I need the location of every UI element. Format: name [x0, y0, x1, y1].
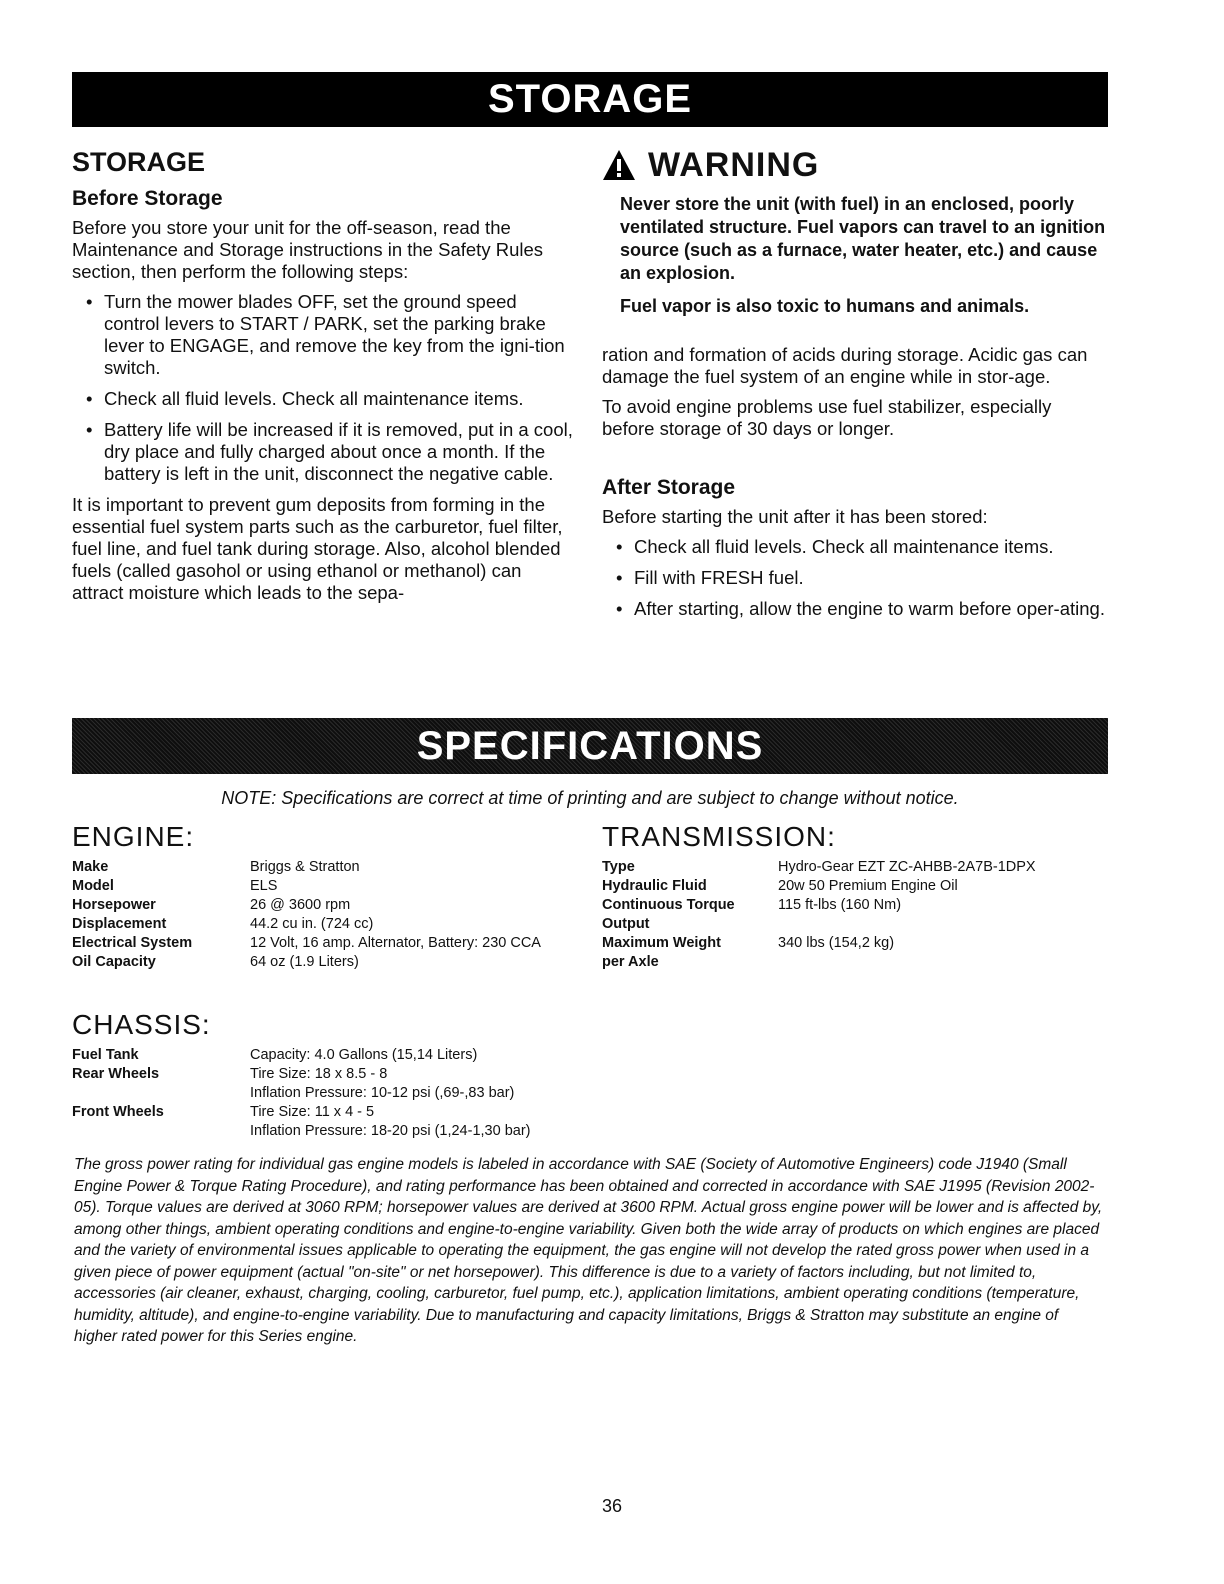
- spec-label: Displacement: [72, 916, 167, 932]
- spec-label: Maximum Weight: [602, 935, 721, 951]
- specifications-note: NOTE: Specifications are correct at time of printing and are subject to change without notice.: [221, 788, 959, 808]
- list-item-text: Turn the mower blades OFF, set the ground speed control levers to START / PARK, set the parking brake lever to ENGAGE, and remove the key from the igni-tion switch.: [104, 291, 565, 378]
- list-item: [86, 419, 577, 485]
- spec-label: per Axle: [602, 954, 659, 970]
- spec-value: 340 lbs (154,2 kg): [778, 935, 895, 951]
- table-row: [602, 896, 1036, 915]
- spec-label: Model: [72, 878, 114, 894]
- storage-continued-paragraph: ration and formation of acids during storage. Acidic gas can damage the fuel system of an engine while in stor-age.: [602, 344, 1088, 387]
- spec-label: Rear Wheels: [72, 1066, 160, 1082]
- chassis-title: CHASSIS:: [72, 1009, 211, 1040]
- table-row: [602, 953, 1036, 972]
- warning-title: WARNING: [648, 145, 820, 184]
- list-item-text: Fill with FRESH fuel.: [634, 567, 804, 588]
- table-row: [72, 1046, 530, 1065]
- spec-value: 115 ft-lbs (160 Nm): [778, 897, 902, 913]
- spec-value: 64 oz (1.9 Liters): [250, 954, 359, 970]
- table-row: [72, 1122, 530, 1141]
- spec-label: Fuel Tank: [72, 1047, 139, 1063]
- spec-value: [778, 915, 1036, 934]
- page-number: 36: [601, 1496, 623, 1516]
- after-storage-heading: After Storage: [602, 476, 736, 499]
- after-storage-list: [602, 536, 1107, 620]
- spec-value: Capacity: 4.0 Gallons (15,14 Liters): [250, 1047, 478, 1063]
- spec-label: Electrical System: [72, 935, 193, 951]
- table-row: [72, 934, 541, 953]
- storage-right-column: [602, 145, 1107, 629]
- storage-banner: [72, 72, 1108, 127]
- spec-label: [72, 1122, 250, 1141]
- table-row: [72, 915, 541, 934]
- engine-table: [72, 858, 541, 972]
- storage-banner-title: STORAGE: [487, 77, 693, 121]
- chassis-specs: [72, 1008, 530, 1141]
- spec-value: 20w 50 Premium Engine Oil: [778, 878, 958, 894]
- list-item-text: Check all fluid levels. Check all maintenance items.: [104, 388, 524, 409]
- list-item: [86, 388, 577, 410]
- spec-label: Output: [602, 916, 650, 932]
- table-row: [72, 858, 541, 877]
- warning-toxic-text: Fuel vapor is also toxic to humans and animals.: [620, 296, 1030, 316]
- list-item: [616, 598, 1107, 620]
- bullet-icon: •: [86, 419, 93, 440]
- spec-value: Inflation Pressure: 18-20 psi (1,24-1,30 bar): [250, 1123, 531, 1139]
- spec-value: [778, 953, 1036, 972]
- table-row: [602, 934, 1036, 953]
- spec-value: ELS: [250, 878, 278, 894]
- spec-label: Continuous Torque: [602, 897, 735, 913]
- table-row: [72, 877, 541, 896]
- spec-value: 44.2 cu in. (724 cc): [250, 916, 374, 932]
- engine-specs: [72, 820, 541, 972]
- specifications-banner: [72, 718, 1108, 774]
- spec-value: Briggs & Stratton: [250, 859, 360, 875]
- spec-value: Hydro-Gear EZT ZC-AHBB-2A7B-1DPX: [778, 859, 1036, 875]
- list-item-text: Battery life will be increased if it is removed, put in a cool, dry place and fully charged about once a month. If the battery is left in the unit, disconnect the negative cable.: [104, 419, 573, 484]
- after-storage-intro: Before starting the unit after it has been stored:: [602, 506, 988, 527]
- spec-value: 26 @ 3600 rpm: [250, 897, 351, 913]
- spec-label: Horsepower: [72, 897, 156, 913]
- bullet-icon: •: [616, 598, 623, 619]
- warning-triangle-icon: [602, 148, 636, 182]
- list-item: [86, 291, 577, 379]
- list-item-text: After starting, allow the engine to warm before oper-ating.: [634, 598, 1105, 619]
- spec-label: Hydraulic Fluid: [602, 878, 707, 894]
- table-row: [72, 1084, 530, 1103]
- storage-section-title: STORAGE: [72, 147, 206, 177]
- table-row: [72, 896, 541, 915]
- spec-value: 12 Volt, 16 amp. Alternator, Battery: 230 CCA: [250, 935, 541, 951]
- table-row: [602, 915, 1036, 934]
- table-row: [602, 877, 1036, 896]
- transmission-title: TRANSMISSION:: [602, 821, 836, 852]
- spec-value: Tire Size: 18 x 8.5 - 8: [250, 1066, 388, 1082]
- table-row: [72, 1065, 530, 1084]
- spec-label: Front Wheels: [72, 1104, 164, 1120]
- bullet-icon: •: [616, 567, 623, 588]
- spec-label: Oil Capacity: [72, 954, 156, 970]
- bullet-icon: •: [616, 536, 623, 557]
- list-item-text: Check all fluid levels. Check all maintenance items.: [634, 536, 1054, 557]
- before-storage-intro: Before you store your unit for the off-season, read the Maintenance and Storage instructions in the Safety Rules section, then perform the following steps:: [72, 217, 544, 282]
- table-row: [72, 953, 541, 972]
- power-rating-disclaimer: The gross power rating for individual gas engine models is labeled in accordance with SAE (Society of Automotive Engineers) code J1940 (Small Engine Power & Torque Rating Procedure), and rating performance has been obtained and corrected in accordance with SAE J1995 (Revision 2002-05). Torque values are derived at 3060 RPM; horsepower values are derived at 3600 RPM. Actual gross engine power will be lower and is affected by, among other things, ambient operating conditions and engine-to-engine variability. Given both the wide array of products on which engines are placed and the variety of environmental issues applicable to operating the equipment, the gas engine will not develop the rated gross power when used in a given piece of power equipment (actual "on-site" or net horsepower). This difference is due to a variety of factors including, but not limited to, accessories (air cleaner, exhaust, charging, cooling, carburetor, fuel pump, etc.), application limitations, ambient operating conditions (temperature, humidity, altitude), and engine-to-engine variability. Due to manufacturing and capacity limitations, Briggs & Stratton may substitute an engine of higher rated power for this Series engine.: [74, 1156, 1103, 1345]
- warning-heading: [602, 145, 1107, 185]
- spec-value: Tire Size: 11 x 4 - 5: [250, 1104, 375, 1120]
- fuel-stabilizer-paragraph: To avoid engine problems use fuel stabilizer, especially before storage of 30 days or longer.: [602, 396, 1052, 439]
- list-item: [616, 567, 1107, 589]
- engine-title: ENGINE:: [72, 821, 195, 852]
- chassis-table: [72, 1046, 530, 1141]
- bullet-icon: •: [86, 388, 93, 409]
- gum-deposits-paragraph: It is important to prevent gum deposits from forming in the essential fuel system parts such as the carburetor, fuel filter, fuel line, and fuel tank during storage. Also, alcohol blended fuels (called gasohol or using ethanol or methanol) can attract moisture which leads to the sepa-: [72, 494, 563, 603]
- spec-label: Type: [602, 859, 635, 875]
- specifications-banner-title: SPECIFICATIONS: [416, 723, 764, 768]
- table-row: [602, 858, 1036, 877]
- before-storage-heading: Before Storage: [72, 187, 223, 210]
- transmission-specs: [602, 820, 1036, 972]
- storage-left-column: [72, 145, 577, 612]
- spec-value: Inflation Pressure: 10-12 psi (,69-,83 bar): [250, 1085, 515, 1101]
- before-storage-list: [72, 291, 577, 485]
- table-row: [72, 1103, 530, 1122]
- warning-text: Never store the unit (with fuel) in an enclosed, poorly ventilated structure. Fuel vapors can travel to an ignition source (such as a furnace, water heater, etc.) and cause an explosion.: [620, 194, 1106, 283]
- bullet-icon: •: [86, 291, 93, 312]
- spec-label: [72, 1084, 250, 1103]
- spec-label: Make: [72, 859, 109, 875]
- list-item: [616, 536, 1107, 558]
- transmission-table: [602, 858, 1036, 972]
